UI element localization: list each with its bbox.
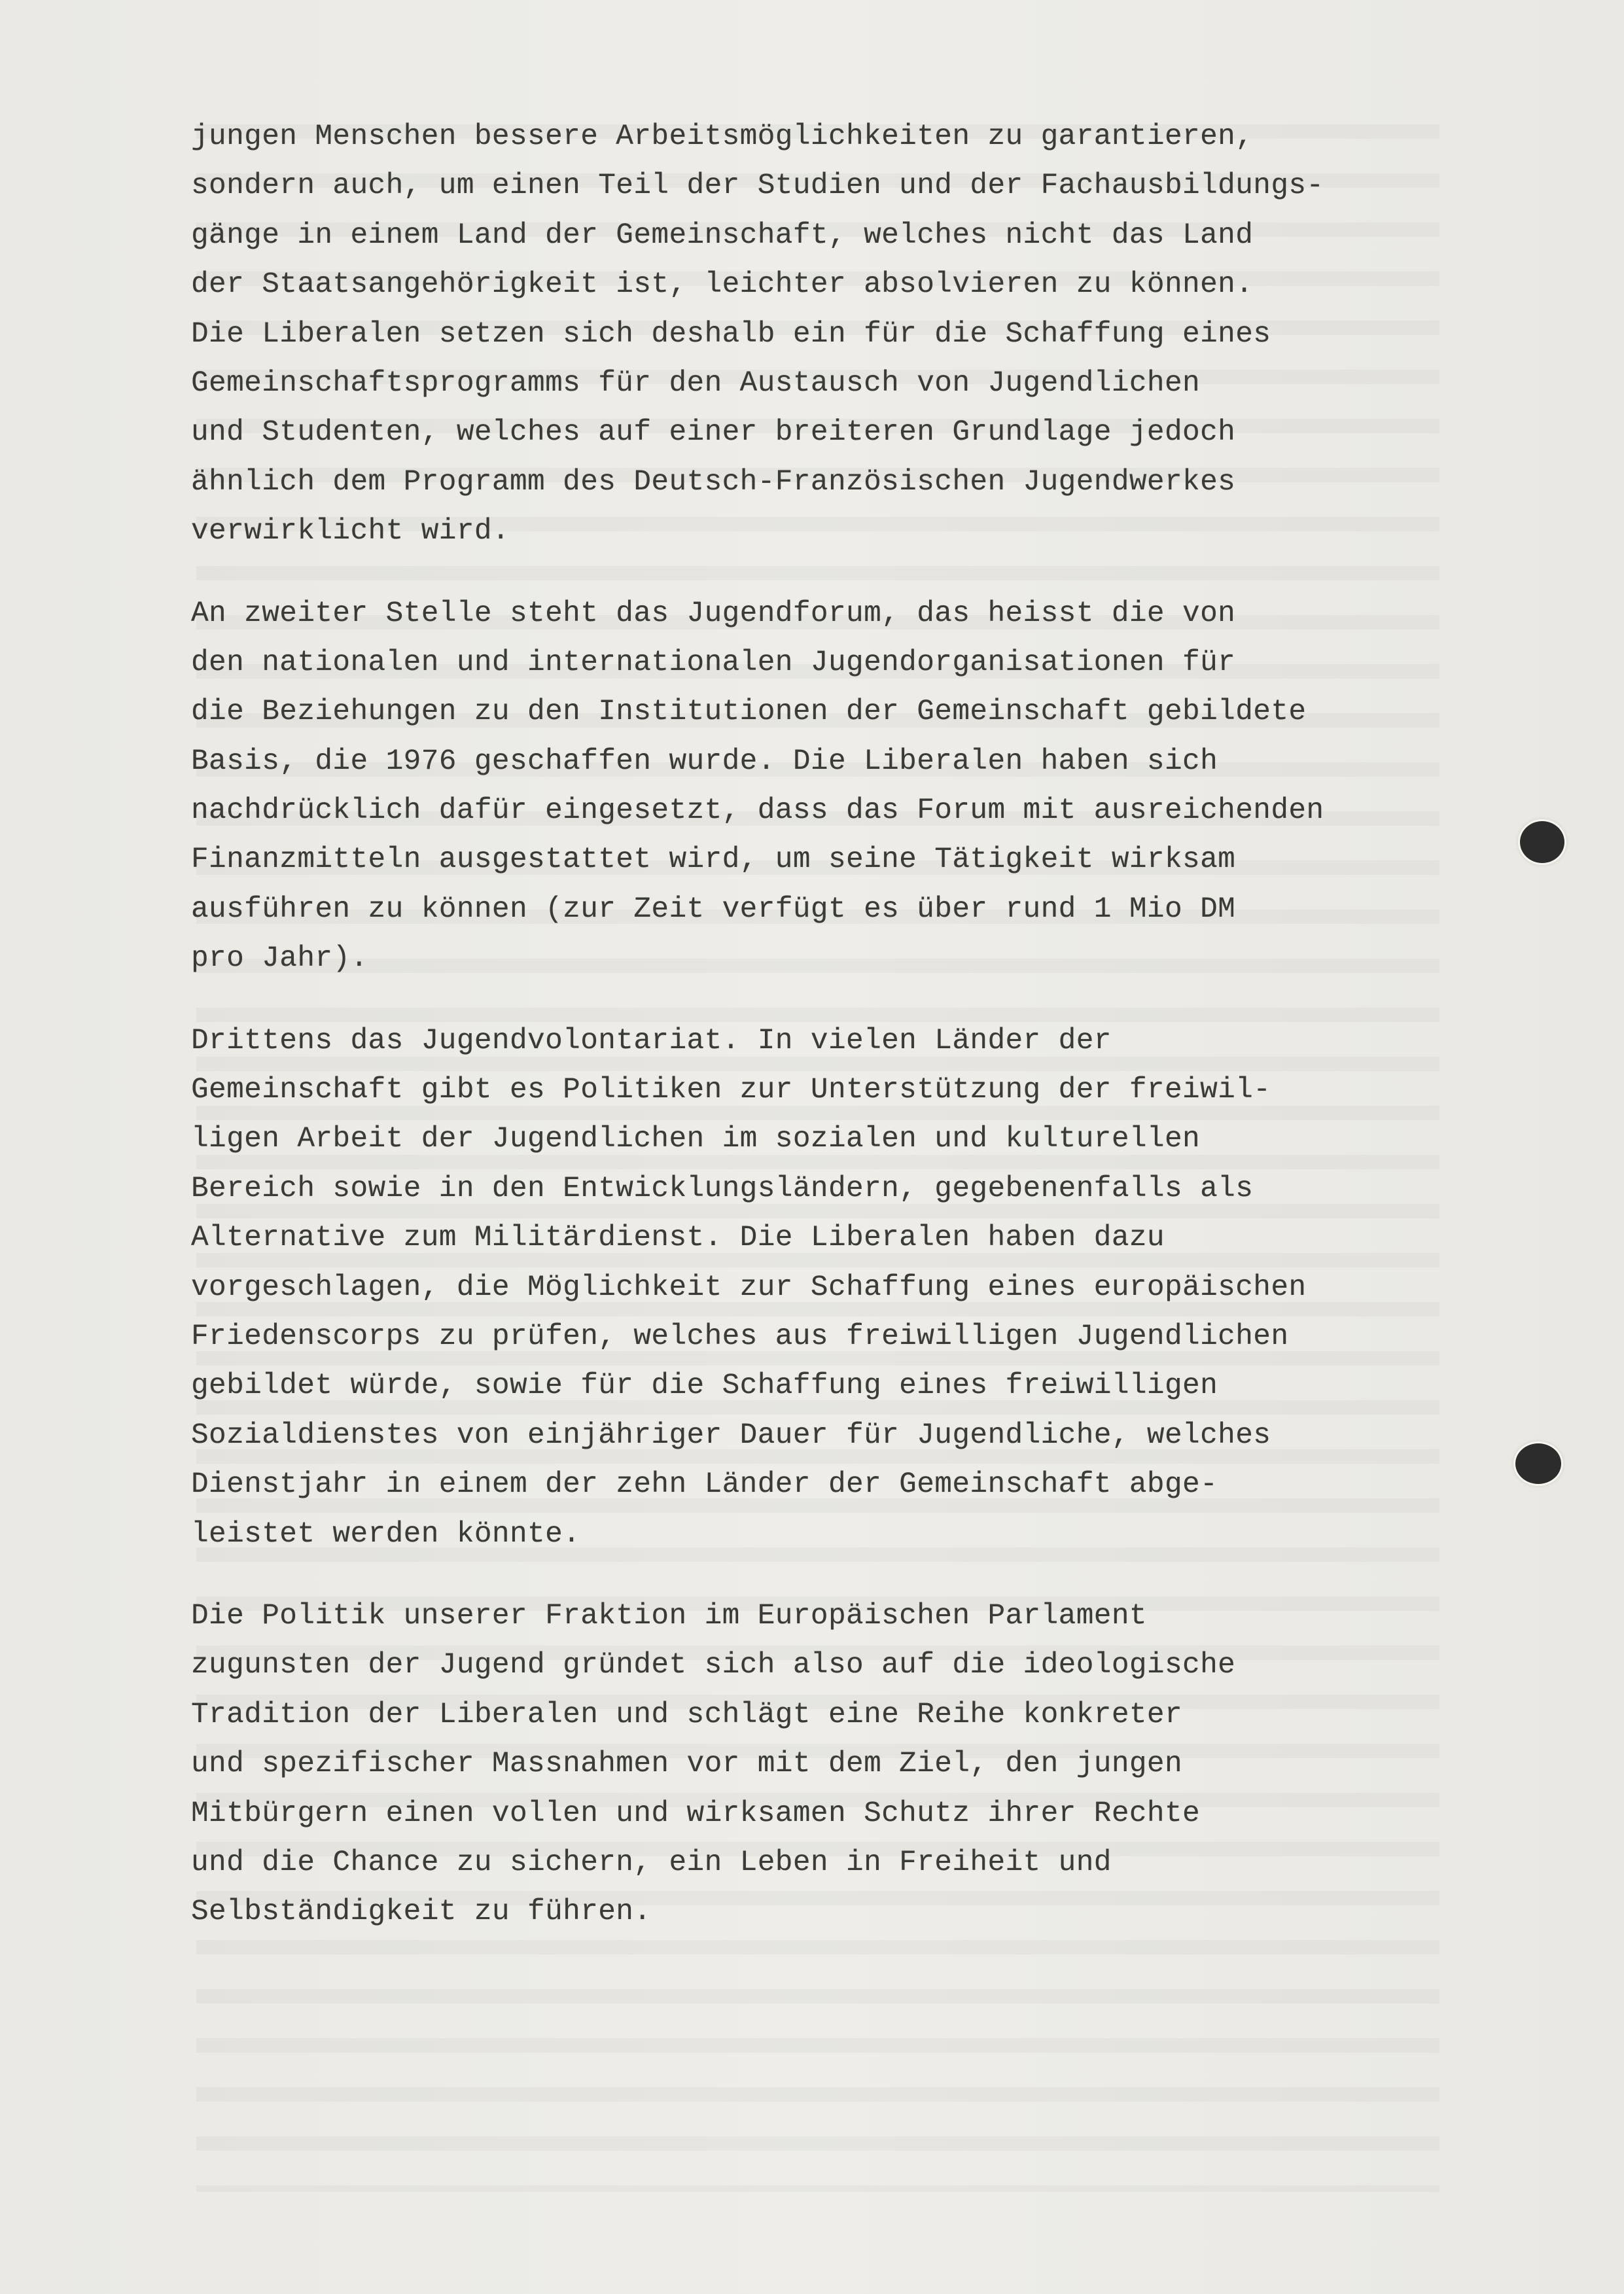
text-line: und spezifischer Massnahmen vor mit dem Ziel, den jungen [191,1748,1183,1781]
text-line: der Staatsangehörigkeit ist, leichter absolvieren zu können. [191,268,1254,302]
text-line: sondern auch, um einen Teil der Studien und der Fachausbildungs- [191,169,1324,203]
paragraph-conclusion [191,1592,1532,1937]
document-body [191,113,1532,1970]
text-line: und die Chance zu sichern, ein Leben in Freiheit und [191,1846,1112,1879]
paragraph-youth-forum [191,590,1532,984]
punch-hole-icon [1515,1443,1561,1484]
text-line: Friedenscorps zu prüfen, welches aus freiwilligen Jugendlichen [191,1320,1289,1353]
text-line: gänge in einem Land der Gemeinschaft, welches nicht das Land [191,219,1254,252]
text-line: Tradition der Liberalen und schlägt eine Reihe konkreter [191,1698,1183,1731]
text-line: ähnlich dem Programm des Deutsch-Französischen Jugendwerkes [191,465,1236,499]
text-line: Gemeinschaftsprogramms für den Austausch von Jugendlichen [191,366,1201,400]
text-line: ligen Arbeit der Jugendlichen im sozialen und kulturellen [191,1123,1201,1156]
paragraph-exchange-program [191,113,1532,557]
text-line: den nationalen und internationalen Jugendorganisationen für [191,646,1236,679]
text-line: Bereich sowie in den Entwicklungsländern, gegebenenfalls als [191,1172,1254,1205]
text-line: gebildet würde, sowie für die Schaffung eines freiwilligen [191,1369,1218,1403]
text-line: nachdrücklich dafür eingesetzt, dass das Forum mit ausreichenden [191,794,1324,828]
text-line: An zweiter Stelle steht das Jugendforum, das heisst die von [191,597,1236,630]
text-line: vorgeschlagen, die Möglichkeit zur Schaffung eines europäischen [191,1271,1307,1304]
text-line: jungen Menschen bessere Arbeitsmöglichkeiten zu garantieren, [191,120,1254,153]
text-line: zugunsten der Jugend gründet sich also auf die ideologische [191,1649,1236,1682]
text-line: Selbständigkeit zu führen. [191,1896,652,1929]
text-line: die Beziehungen zu den Institutionen der Gemeinschaft gebildete [191,696,1307,729]
text-line: Gemeinschaft gibt es Politiken zur Unterstützung der freiwil- [191,1074,1271,1107]
paragraph-youth-volunteering [191,1017,1532,1559]
text-line: verwirklicht wird. [191,515,510,548]
text-line: Mitbürgern einen vollen und wirksamen Schutz ihrer Rechte [191,1797,1201,1830]
text-line: Sozialdienstes von einjähriger Dauer für Jugendliche, welches [191,1419,1271,1452]
text-line: Die Politik unserer Fraktion im Europäischen Parlament [191,1599,1147,1632]
text-line: Basis, die 1976 geschaffen wurde. Die Liberalen haben sich [191,745,1218,778]
text-line: Die Liberalen setzen sich deshalb ein für die Schaffung eines [191,317,1271,351]
text-line: leistet werden könnte. [191,1517,581,1551]
punch-hole-icon [1520,821,1564,863]
text-line: Dienstjahr in einem der zehn Länder der Gemeinschaft abge- [191,1468,1218,1502]
text-line: und Studenten, welches auf einer breiteren Grundlage jedoch [191,416,1236,450]
text-line: pro Jahr). [191,942,368,976]
text-line: Drittens das Jugendvolontariat. In vielen Länder der [191,1024,1112,1057]
text-line: Finanzmitteln ausgestattet wird, um seine Tätigkeit wirksam [191,843,1236,877]
text-line: ausführen zu können (zur Zeit verfügt es über rund 1 Mio DM [191,892,1236,926]
text-line: Alternative zum Militärdienst. Die Liberalen haben dazu [191,1222,1165,1255]
